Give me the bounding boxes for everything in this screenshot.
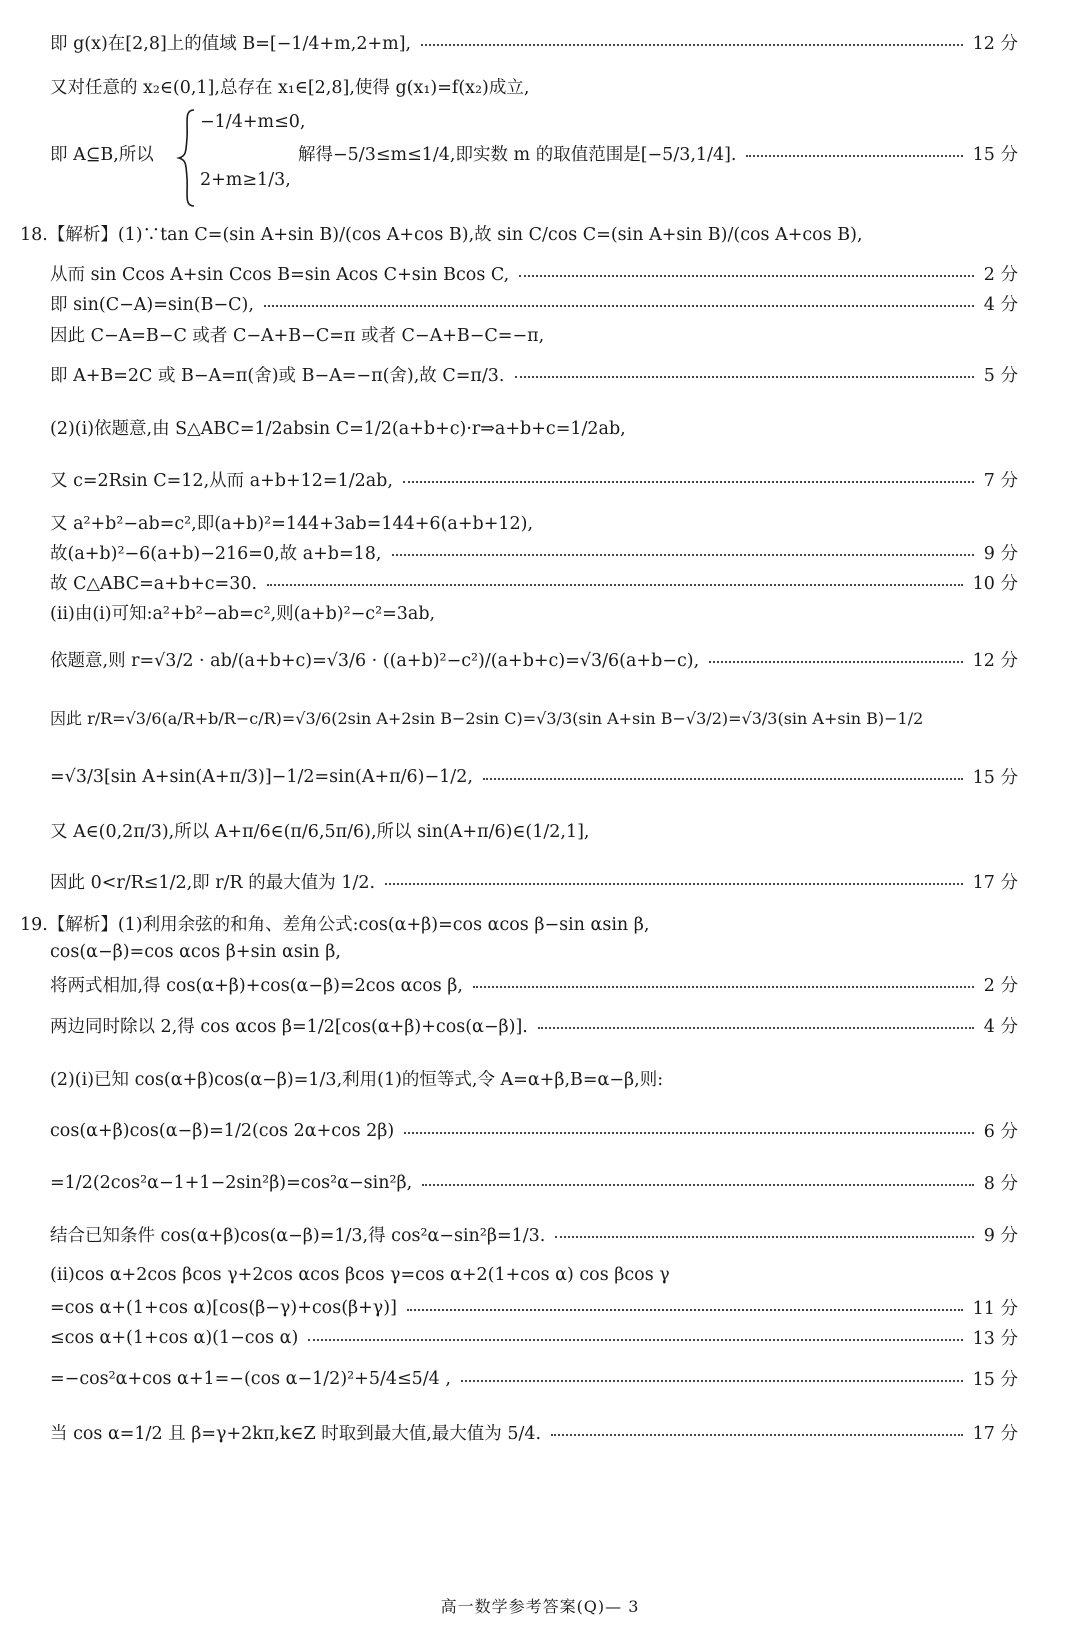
- answer-line: [50, 764, 1018, 789]
- line-text: =−cos²α+cos α+1=−(cos α−1/2)²+5/4≤5/4 ,: [50, 1368, 451, 1389]
- line-text: 依题意,则 r=√3/2 · ab/(a+b+c)=√3/6 · ((a+b)²−c²)/(a+b+c)=√3/6(a+b−c),: [50, 651, 700, 671]
- line-text: =√3/3[sin A+sin(A+π/3)]−1/2=sin(A+π/6)−1/2,: [50, 766, 473, 787]
- leader-dots: [519, 275, 974, 277]
- score-label: 2 分: [983, 976, 1018, 996]
- score-label: 15 分: [972, 145, 1018, 165]
- answer-line: [50, 647, 1018, 672]
- line-text: 又对任意的 x₂∈(0,1],总存在 x₁∈[2,8],使得 g(x₁)=f(x₂)成立,: [50, 78, 530, 98]
- score-label: 7 分: [983, 471, 1018, 491]
- line-text: (2)(ⅰ)依题意,由 S△ABC=1/2absin C=1/2(a+b+c)·r⇒a+b+c=1/2ab,: [50, 419, 626, 439]
- score-label: 13 分: [972, 1329, 1018, 1349]
- answer-line: [50, 74, 529, 99]
- answer-line: [50, 1066, 663, 1091]
- score-label: 10 分: [972, 574, 1018, 594]
- answer-line: [50, 322, 544, 347]
- answer-line: [50, 869, 1018, 894]
- leader-dots: [385, 883, 963, 885]
- answer-line: [50, 1013, 1018, 1038]
- system-top-line: [200, 112, 305, 132]
- answer-line: [50, 570, 1018, 595]
- leader-dots: [403, 481, 974, 483]
- score-label: 8 分: [983, 1174, 1018, 1194]
- answer-line: [50, 1295, 1018, 1320]
- leader-dots: [407, 1309, 963, 1311]
- answer-line: [50, 467, 1018, 492]
- leader-dots: [473, 986, 974, 988]
- line-text: 结合已知条件 cos(α+β)cos(α−β)=1/3,得 cos²α−sin²β=1/3.: [50, 1226, 546, 1246]
- line-text: (2)(ⅰ)已知 cos(α+β)cos(α−β)=1/3,利用(1)的恒等式,令 A=α+β,B=α−β,则:: [50, 1070, 664, 1090]
- line-text: 将两式相加,得 cos(α+β)+cos(α−β)=2cos αcos β,: [50, 976, 463, 996]
- line-text: 因此 C−A=B−C 或者 C−A+B−C=π 或者 C−A+B−C=−π,: [50, 326, 545, 346]
- leader-dots: [404, 1132, 974, 1134]
- line-text: cos(α−β)=cos αcos β+sin αsin β,: [50, 942, 341, 962]
- answer-line: [50, 1118, 1018, 1143]
- line-text: 故 C△ABC=a+b+c=30.: [50, 574, 258, 594]
- line-text: 因此 r/R=√3/6(a/R+b/R−c/R)=√3/6(2sin A+2sin B−2sin C)=√3/3(sin A+sin B−√3/2)=√3/3(sin A+sin B)−1/2: [50, 709, 924, 728]
- leader-dots: [483, 778, 963, 780]
- line-text: 两边同时除以 2,得 cos αcos β=1/2[cos(α+β)+cos(α−β)].: [50, 1017, 528, 1037]
- answer-line: [50, 706, 923, 729]
- left-brace-icon: [176, 108, 198, 208]
- leader-dots: [264, 305, 974, 307]
- line-text: ≤cos α+(1+cos α)(1−cos α): [50, 1327, 299, 1348]
- answer-line: [50, 600, 435, 625]
- score-label: 12 分: [972, 34, 1018, 54]
- line-text: 从而 sin Ccos A+sin Ccos B=sin Acos C+sin Bcos C,: [50, 265, 510, 285]
- answer-line: [20, 911, 649, 936]
- answer-line: [50, 942, 341, 962]
- score-label: 17 分: [972, 873, 1018, 893]
- score-label: 5 分: [983, 366, 1018, 386]
- leader-dots: [267, 584, 963, 586]
- score-label: 17 分: [972, 1424, 1018, 1444]
- leader-dots: [392, 554, 974, 556]
- line-text: =cos α+(1+cos α)[cos(β−γ)+cos(β+γ)]: [50, 1297, 397, 1318]
- line-text: 解得−5/3≤m≤1/4,即实数 m 的取值范围是[−5/3,1/4].: [298, 145, 737, 165]
- answer-line: [20, 221, 863, 246]
- line-text: −1/4+m≤0,: [200, 112, 306, 132]
- answer-line: [50, 1325, 1018, 1350]
- answer-line: [50, 30, 1018, 55]
- leader-dots: [422, 1184, 974, 1186]
- answer-line: [50, 510, 533, 535]
- line-text: 故(a+b)²−6(a+b)−216=0,故 a+b=18,: [50, 544, 382, 564]
- score-label: 9 分: [983, 1226, 1018, 1246]
- score-label: 2 分: [983, 265, 1018, 285]
- line-text: 18.【解析】(1)∵tan C=(sin A+sin B)/(cos A+cos B),故 sin C/cos C=(sin A+sin B)/(cos A+cos B),: [20, 225, 863, 245]
- leader-dots: [746, 155, 962, 157]
- leader-dots: [709, 661, 963, 663]
- line-text: 即 A+B=2C 或 B−A=π(舍)或 B−A=−π(舍),故 C=π/3.: [50, 366, 505, 386]
- score-label: 9 分: [983, 544, 1018, 564]
- line-text: 当 cos α=1/2 且 β=γ+2kπ,k∈Z 时取到最大值,最大值为 5/4.: [50, 1424, 542, 1444]
- line-text: 又 a²+b²−ab=c²,即(a+b)²=144+3ab=144+6(a+b+12),: [50, 514, 534, 534]
- answer-line: [298, 141, 1018, 166]
- line-text: 即 A⊆B,所以: [50, 145, 154, 165]
- line-text: 2+m≥1/3,: [200, 170, 291, 190]
- answer-line: [50, 1265, 670, 1285]
- answer-line: [50, 972, 1018, 997]
- answer-line: [50, 291, 1018, 316]
- leader-dots: [555, 1236, 973, 1238]
- leader-dots: [515, 376, 974, 378]
- line-text: 即 sin(C−A)=sin(B−C),: [50, 295, 254, 315]
- line-text: 又 c=2Rsin C=12,从而 a+b+12=1/2ab,: [50, 471, 393, 491]
- line-text: 19.【解析】(1)利用余弦的和角、差角公式:cos(α+β)=cos αcos β−sin αsin β,: [20, 915, 650, 935]
- line-text: 因此 0<r/R≤1/2,即 r/R 的最大值为 1/2.: [50, 873, 376, 893]
- score-label: 4 分: [983, 295, 1018, 315]
- line-text: 即 g(x)在[2,8]上的值域 B=[−1/4+m,2+m],: [50, 34, 412, 54]
- leader-dots: [538, 1027, 974, 1029]
- page-footer: 高一数学参考答案(Q)— 3: [440, 1597, 640, 1616]
- leader-dots: [551, 1434, 963, 1436]
- system-bottom-line: [200, 170, 291, 190]
- line-text: cos(α+β)cos(α−β)=1/2(cos 2α+cos 2β): [50, 1120, 395, 1141]
- leader-dots: [308, 1339, 962, 1341]
- answer-line: [50, 818, 590, 843]
- line-text: 又 A∈(0,2π/3),所以 A+π/6∈(π/6,5π/6),所以 sin(A+π/6)∈(1/2,1],: [50, 822, 590, 842]
- answer-line: [50, 1420, 1018, 1445]
- answer-line: [50, 261, 1018, 286]
- answer-line: [50, 141, 154, 166]
- leader-dots: [421, 44, 963, 46]
- answer-line: [50, 540, 1018, 565]
- score-label: 4 分: [983, 1017, 1018, 1037]
- answer-line: [50, 362, 1018, 387]
- score-label: 11 分: [972, 1299, 1018, 1319]
- score-label: 12 分: [972, 651, 1018, 671]
- answer-line: [50, 1222, 1018, 1247]
- line-text: =1/2(2cos²α−1+1−2sin²β)=cos²α−sin²β,: [50, 1172, 413, 1193]
- leader-dots: [461, 1380, 963, 1382]
- score-label: 6 分: [983, 1122, 1018, 1142]
- answer-line: [50, 415, 626, 440]
- answer-line: [50, 1170, 1018, 1195]
- answer-line: [50, 1366, 1018, 1391]
- line-text: (ⅱ)cos α+2cos βcos γ+2cos αcos βcos γ=cos α+2(1+cos α) cos βcos γ: [50, 1265, 670, 1285]
- line-text: (ⅱ)由(ⅰ)可知:a²+b²−ab=c²,则(a+b)²−c²=3ab,: [50, 604, 436, 624]
- score-label: 15 分: [972, 1370, 1018, 1390]
- score-label: 15 分: [972, 768, 1018, 788]
